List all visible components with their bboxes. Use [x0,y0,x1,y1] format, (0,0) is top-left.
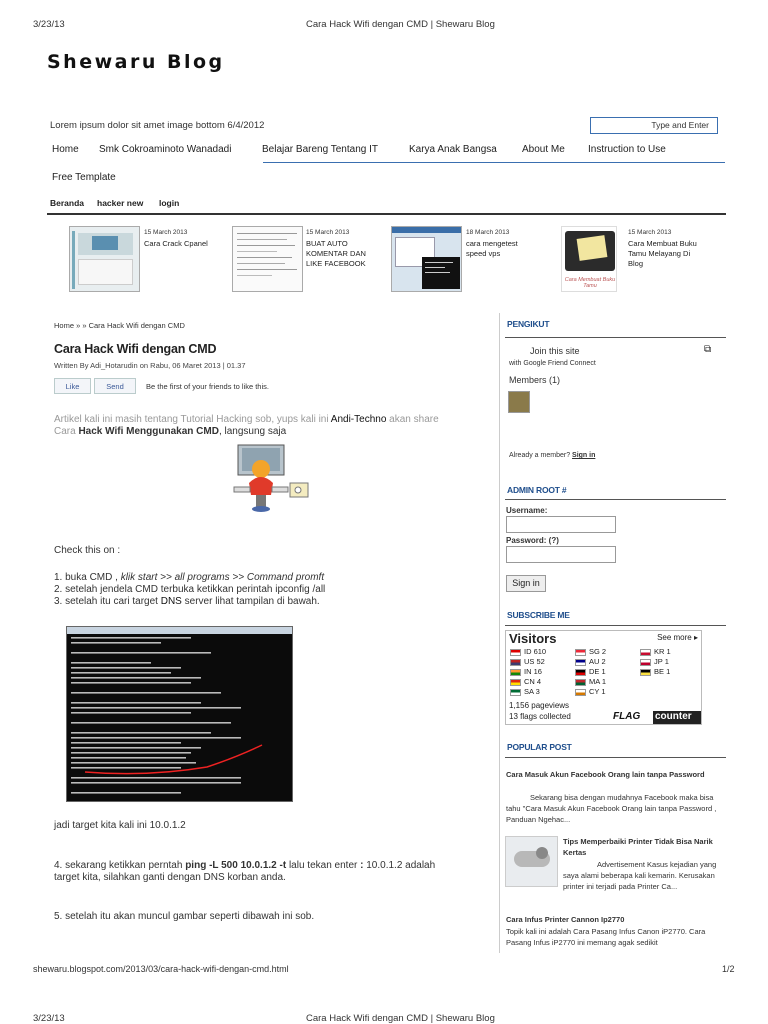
country-flag-icon [640,669,651,676]
hacker-computer-illustration [232,443,312,513]
sidebar-rule [505,757,726,758]
popular-post-thumb[interactable] [505,836,558,887]
recent-post-thumb-3[interactable] [391,226,462,292]
nav-item-about[interactable]: About Me [522,144,565,155]
country-count: DE 1 [589,667,606,676]
author-link[interactable]: Andi-Techno [330,414,387,425]
recent-post-title[interactable]: cara mengetest speed vps [466,239,518,258]
sidebar-rule [505,625,726,626]
sidebar-rule [505,499,726,500]
country-flag-icon [575,689,586,696]
target-text: jadi target kita kali ini 10.0.1.2 [54,820,186,831]
popular-post-snippet: Sekarang bisa dengan mudahnya Facebook maka bisa tahu "Cara Masuk Akun Facebook Orang lain tanpa Password , Panduan Ngehac... [506,793,717,824]
username-field[interactable] [506,516,616,533]
fb-like-text: Be the first of your friends to like this. [146,382,269,391]
recent-post-thumb-4[interactable] [561,226,617,292]
search-input[interactable]: Type and Enter [590,117,718,134]
sign-in-link[interactable]: Sign in [572,452,596,459]
nav-item-free-template[interactable]: Free Template [52,172,116,183]
country-count: BE 1 [654,667,671,676]
tagline: Lorem ipsum dolor sit amet image bottom 6/4/2012 [50,120,265,131]
country-count: CY 1 [589,687,606,696]
country-flag-icon [575,669,586,676]
cmd-screenshot [66,626,293,802]
popular-post-snippet: Topik kali ini adalah Cara Pasang Infus Canon iP2770. Cara Pasang Infus iP2770 ini memang agak sedikit [506,927,706,947]
thumb-caption: Cara Membuat Buku Tamu [564,277,616,289]
sign-in-button[interactable]: Sign in [506,575,546,592]
popular-heading: POPULAR POST [507,742,572,752]
nav-divider [263,162,725,163]
country-count: SA 3 [524,687,540,696]
blog-title[interactable]: Shewaru Blog [47,51,225,73]
username-label: Username: [506,506,548,515]
country-flag-icon [510,659,521,666]
expand-icon[interactable]: ⧉ [704,344,712,355]
print-title: Cara Hack Wifi dengan CMD | Shewaru Blog [306,19,495,30]
page-number: 1/2 [722,964,735,974]
country-flag-icon [575,659,586,666]
country-count: AU 2 [589,657,606,666]
see-more-link[interactable]: See more ▸ [657,633,698,642]
country-count: MA 1 [589,677,607,686]
sidebar-rule [505,337,726,338]
fb-send-button[interactable]: Send [94,378,136,394]
flags-collected: 13 flags collected [509,712,571,721]
fb-like-button[interactable]: Like [54,378,91,394]
nav-item-home[interactable]: Home [52,144,79,155]
recent-post-date: 15 March 2013 [628,229,672,236]
subnav-beranda[interactable]: Beranda [50,198,85,208]
join-site-link[interactable]: Join this site [530,346,580,356]
recent-post-date: 18 March 2013 [466,229,510,236]
subnav-login[interactable]: login [159,198,180,208]
visitors-label: Visitors [509,631,557,646]
nav-item-smk[interactable]: Smk Cokroaminoto Wanadadi [99,144,232,155]
recent-post-title[interactable]: BUAT AUTO KOMENTAR DAN LIKE FACEBOOK [306,239,366,268]
header-rule [47,213,726,215]
recent-post-date: 15 March 2013 [306,229,350,236]
step-4: 4. sekarang ketikkan perntah ping -L 500 10.0.1.2 -t lalu tekan enter : 10.0.1.2 adalah target kita, silahkan ganti dengan DNS korban anda. [54,860,436,883]
country-flag-icon [575,649,586,656]
password-label: Password: (?) [506,536,559,545]
popular-post-title[interactable]: Cara Masuk Akun Facebook Orang lain tanpa Password [506,770,705,779]
nav-item-karya[interactable]: Karya Anak Bangsa [409,144,497,155]
recent-post-title[interactable]: Cara Crack Cpanel [144,239,208,248]
country-count: KR 1 [654,647,671,656]
step-5: 5. setelah itu akan muncul gambar seperti dibawah ini sob. [54,911,315,922]
nav-item-belajar[interactable]: Belajar Bareng Tentang IT [262,144,379,155]
gfc-text: with Google Friend Connect [509,360,596,367]
country-flag-icon [510,669,521,676]
popular-post-snippet: Advertisement Kasus kejadian yang saya alami beberapa kali kemarin. Kerusakan printer ini terjadi pada Printer Ca... [563,860,717,891]
recent-post-title[interactable]: Cara Membuat Buku Tamu Melayang Di Blog [628,239,697,268]
subscribe-heading: SUBSCRIBE ME [507,610,570,620]
pengikut-heading: PENGIKUT [507,319,550,329]
post-intro: Artikel kali ini masih tentang Tutorial Hacking sob, yups kali ini Andi-Techno akan share Cara Hack Wifi Menggunakan CMD, langsung saja [54,414,439,437]
country-flag-icon [575,679,586,686]
already-member: Already a member? Sign in [509,452,596,459]
flag-counter-widget[interactable] [505,630,702,725]
column-divider [499,313,500,953]
check-heading: Check this on : [54,545,121,556]
country-count: SG 2 [589,647,607,656]
members-count: Members (1) [509,375,561,385]
red-underline [67,627,293,802]
admin-heading: ADMIN ROOT # [507,485,567,495]
recent-post-thumb-2[interactable] [232,226,303,292]
popular-post-title[interactable]: Cara Infus Printer Cannon Ip2770 [506,915,625,924]
country-flag-icon [510,689,521,696]
recent-post-thumb-1[interactable] [69,226,140,292]
post-title[interactable]: Cara Hack Wifi dengan CMD [54,342,217,356]
recent-post-date: 15 March 2013 [144,229,188,236]
print-date: 3/23/13 [33,1013,65,1024]
subnav-hacker-new[interactable]: hacker new [97,198,144,208]
country-count: CN 4 [524,677,542,686]
popular-post-title[interactable]: Tips Memperbaiki Printer Tidak Bisa Narik Kertas [563,837,713,857]
nav-item-instruction[interactable]: Instruction to Use [588,144,666,155]
member-avatar[interactable] [508,391,530,413]
flagcounter-logo: FLAG counter [609,711,702,724]
step-list: 1. buka CMD , klik start >> all programs >> Command promft 2. setelah jendela CMD terbuka ketikkan perintah ipconfig /all 3. setelah itu cari target DNS server lihat tampilan di bawah. [54,572,326,607]
country-count: JP 1 [654,657,669,666]
pageviews: 1,156 pageviews [509,701,570,710]
print-title: Cara Hack Wifi dengan CMD | Shewaru Blog [306,1013,495,1024]
country-flag-icon [510,679,521,686]
page-url: shewaru.blogspot.com/2013/03/cara-hack-wifi-dengan-cmd.html [33,964,289,974]
post-byline: Written By Adi_Hotarudin on Rabu, 06 Maret 2013 | 01.37 [54,361,246,370]
password-field[interactable] [506,546,616,563]
country-flag-icon [640,659,651,666]
breadcrumb[interactable]: Home » » Cara Hack Wifi dengan CMD [54,321,185,330]
country-flag-icon [510,649,521,656]
print-date: 3/23/13 [33,19,65,30]
country-flag-icon [640,649,651,656]
country-count: US 52 [524,657,545,666]
country-count: IN 16 [524,667,542,676]
country-count: ID 610 [524,647,547,656]
